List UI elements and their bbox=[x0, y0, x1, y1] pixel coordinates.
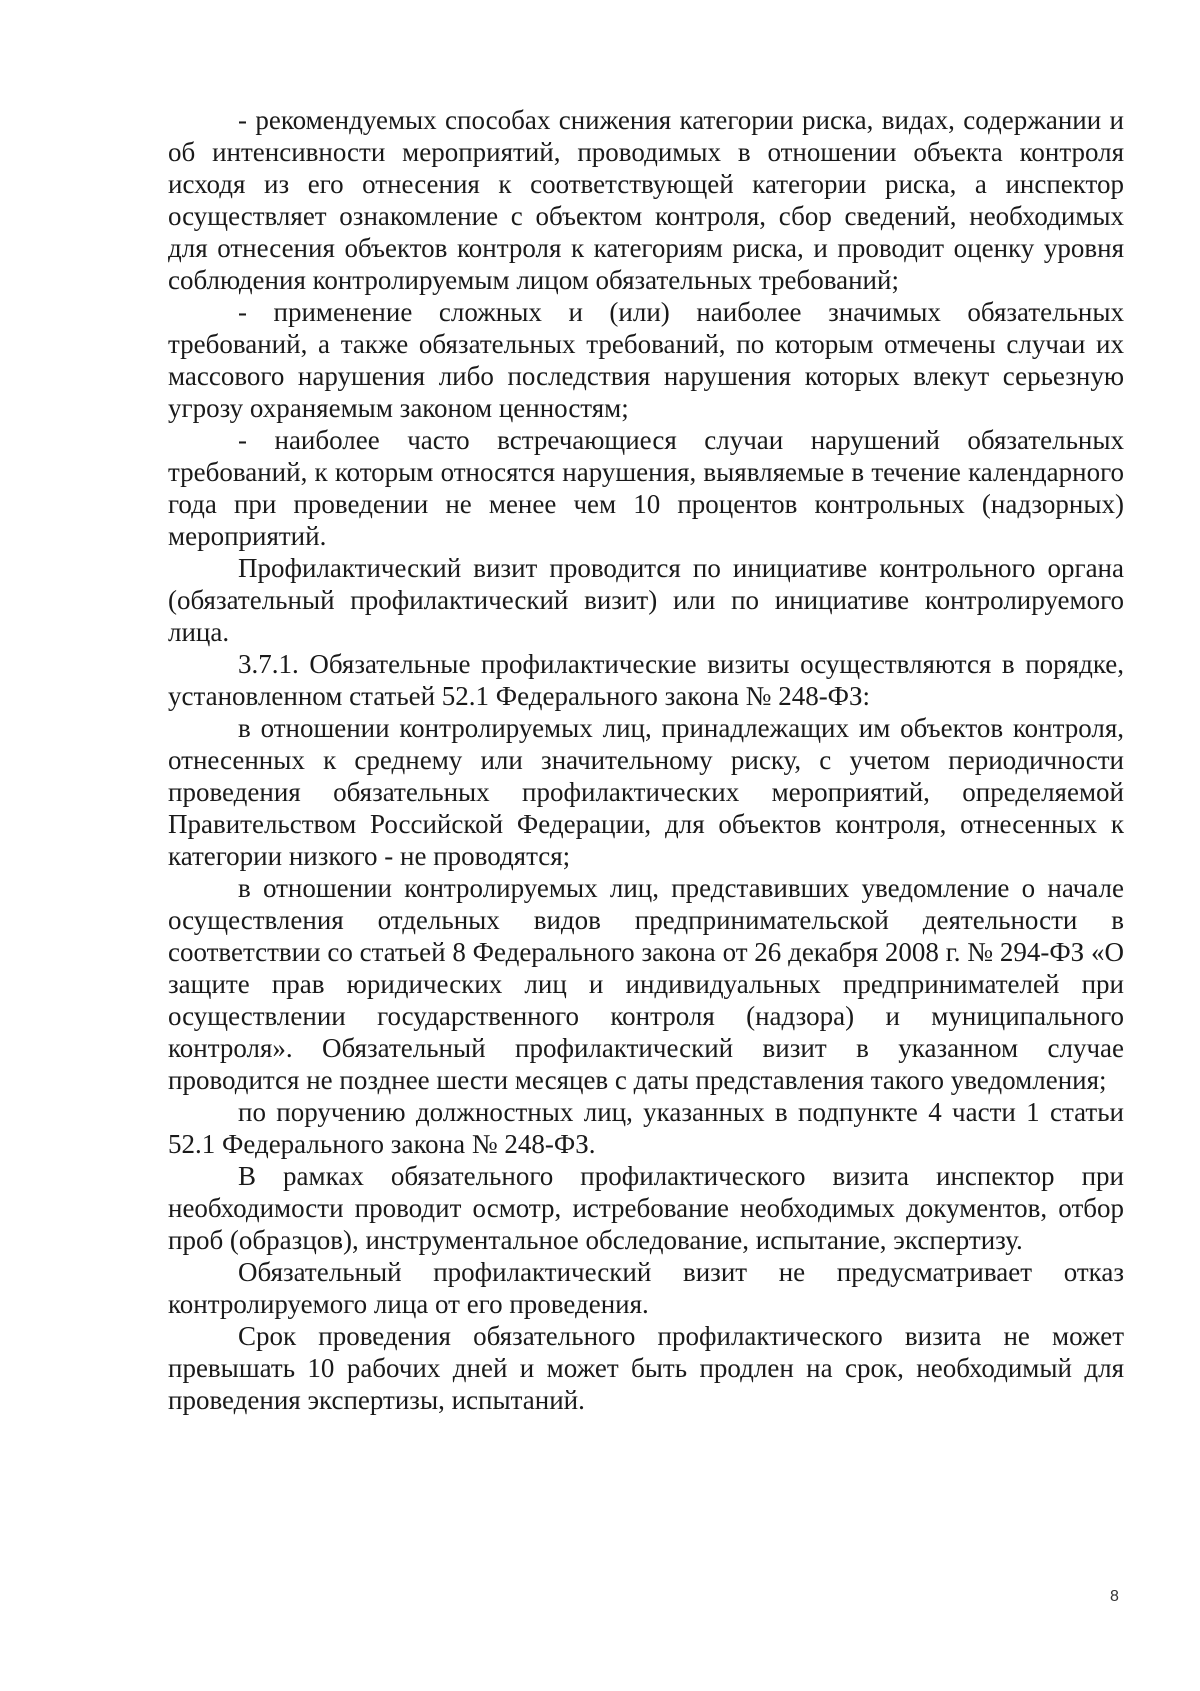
paragraph-officials-instruction: по поручению должностных лиц, указанных в подпункте 4 части 1 статьи 52.1 Федерального закона № 248-ФЗ. bbox=[168, 1097, 1124, 1159]
paragraph-risk-reduction-methods: - рекомендуемых способах снижения категории риска, видах, содержании и об интенсивности мероприятий, проводимых в отношении объекта контроля исходя из его отнесения к соответствующей категории риска, а инспектор осуществляет ознакомление с объектом контроля, сбор сведений, необходимых для отнесения объектов контроля к категориям риска, и проводит оценку уровня соблюдения контролируемым лицом обязательных требований; bbox=[168, 105, 1124, 295]
paragraph-frequent-violations: - наиболее часто встречающиеся случаи нарушений обязательных требований, к которым относятся нарушения, выявляемые в течение календарного года при проведении не менее чем 10 процентов контрольных (надзорных) мероприятий. bbox=[168, 425, 1124, 551]
page-number: 8 bbox=[1110, 1588, 1119, 1605]
paragraph-inspection-actions: В рамках обязательного профилактического визита инспектор при необходимости проводит осмотр, истребование необходимых документов, отбор проб (образцов), инструментальное обследование, испытание, экспертизу. bbox=[168, 1161, 1124, 1255]
paragraph-medium-risk-objects: в отношении контролируемых лиц, принадлежащих им объектов контроля, отнесенных к среднему или значительному риску, с учетом периодичности проведения обязательных профилактических мероприятий, определяемой Правительством Российской Федерации, для объектов контроля, отнесенных к категории низкого - не проводятся; bbox=[168, 713, 1124, 871]
paragraph-visit-duration: Срок проведения обязательного профилактического визита не может превышать 10 рабочих дней и может быть продлен на срок, необходимый для проведения экспертизы, испытаний. bbox=[168, 1321, 1124, 1415]
paragraph-no-refusal: Обязательный профилактический визит не предусматривает отказ контролируемого лица от его проведения. bbox=[168, 1257, 1124, 1319]
document-body bbox=[168, 104, 1124, 1416]
paragraph-notification-persons: в отношении контролируемых лиц, представивших уведомление о начале осуществления отдельных видов предпринимательской деятельности в соответствии со статьей 8 Федерального закона от 26 декабря 2008 г. № 294-ФЗ «О защите прав юридических лиц и индивидуальных предпринимателей при осуществлении государственного контроля (надзора) и муниципального контроля». Обязательный профилактический визит в указанном случае проводится не позднее шести месяцев с даты представления такого уведомления; bbox=[168, 873, 1124, 1095]
paragraph-complex-requirements: - применение сложных и (или) наиболее значимых обязательных требований, а также обязательных требований, по которым отмечены случаи их массового нарушения либо последствия нарушения которых влекут серьезную угрозу охраняемым законом ценностям; bbox=[168, 297, 1124, 423]
paragraph-visit-initiative: Профилактический визит проводится по инициативе контрольного органа (обязательный профилактический визит) или по инициативе контролируемого лица. bbox=[168, 553, 1124, 647]
paragraph-section-3-7-1: 3.7.1. Обязательные профилактические визиты осуществляются в порядке, установленном статьей 52.1 Федерального закона № 248-ФЗ: bbox=[168, 649, 1124, 711]
